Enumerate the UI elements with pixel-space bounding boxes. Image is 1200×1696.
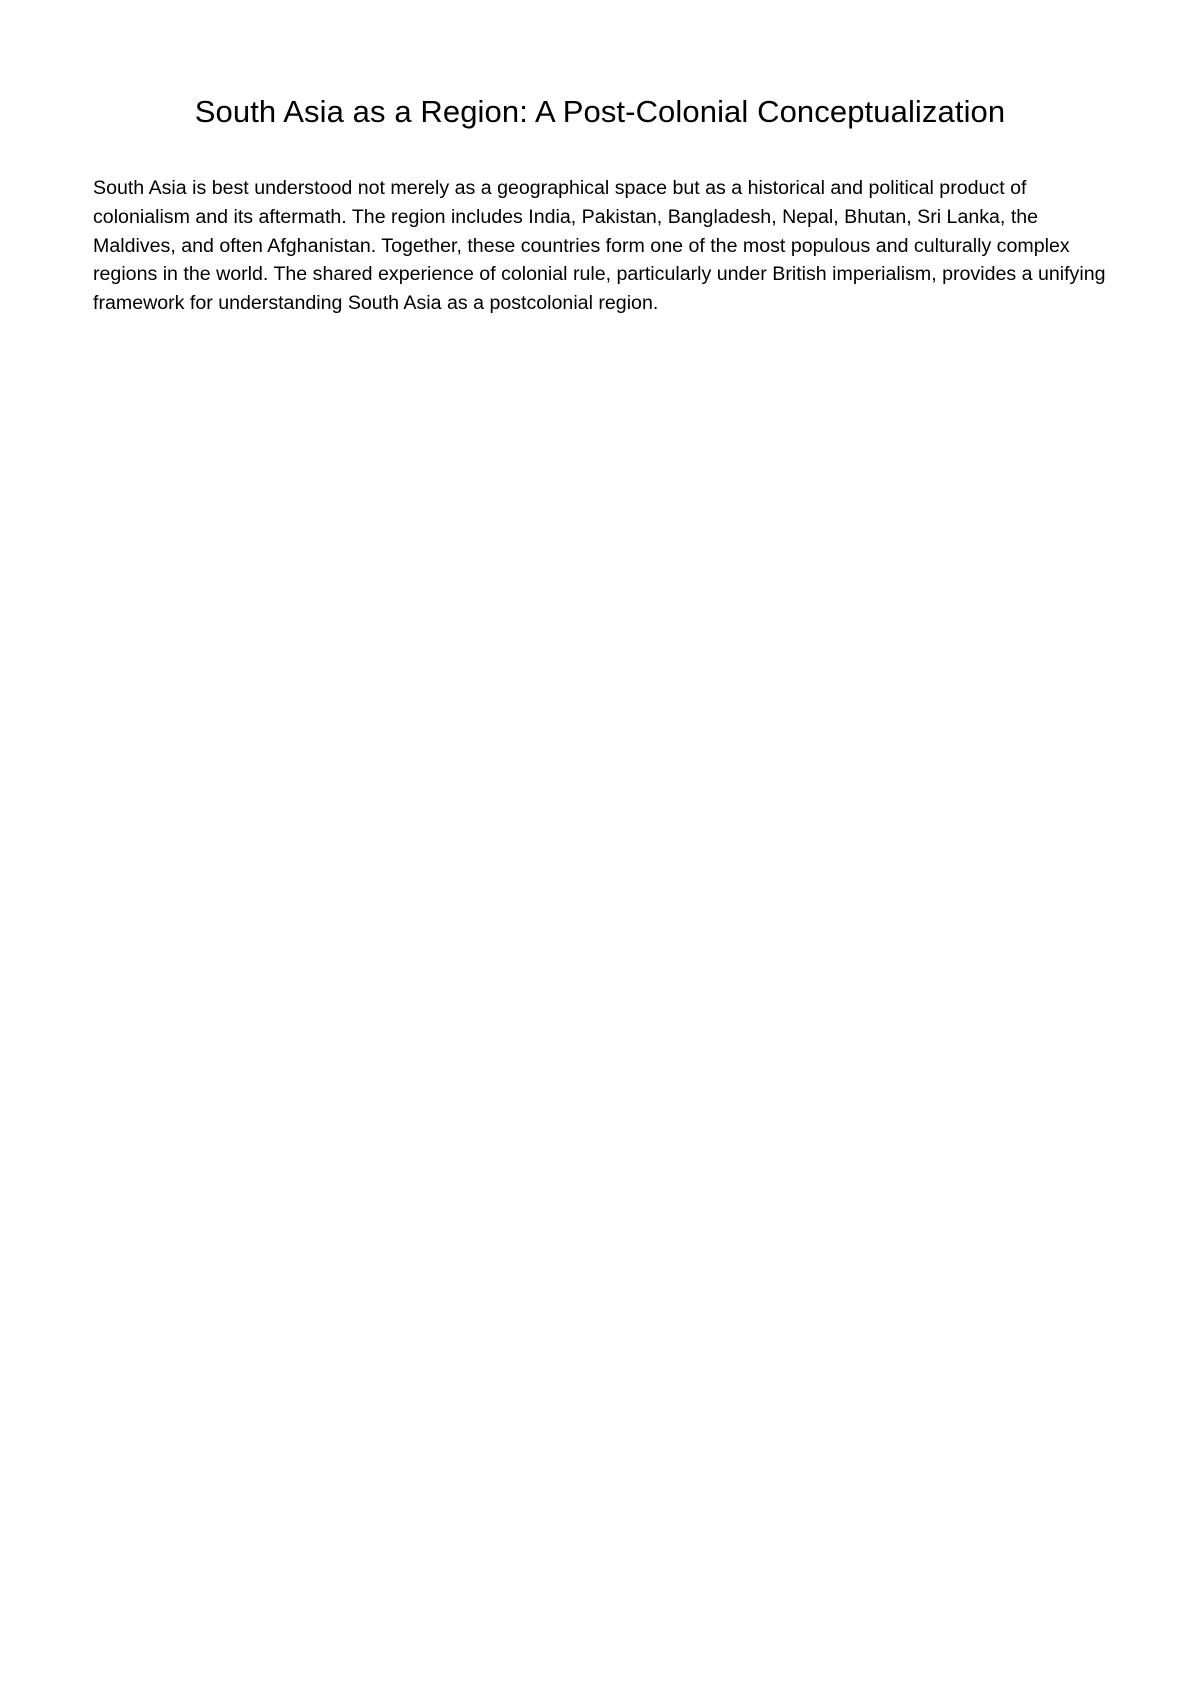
document-title: South Asia as a Region: A Post-Colonial Conceptualization <box>194 94 1006 129</box>
body-paragraph: South Asia is best understood not merely as a geographical space but as a historical and political product of colonialism and its aftermath. The region includes India, Pakistan, Bangladesh, Nepal, Bhutan, Sri Lanka, the Maldives, and often Afghanistan. Together, these countries form one of the most populous and culturally complex regions in the world. The shared experience of colonial rule, particularly under British imperialism, provides a unifying framework for understanding South Asia as a postcolonial region. <box>93 177 1106 315</box>
